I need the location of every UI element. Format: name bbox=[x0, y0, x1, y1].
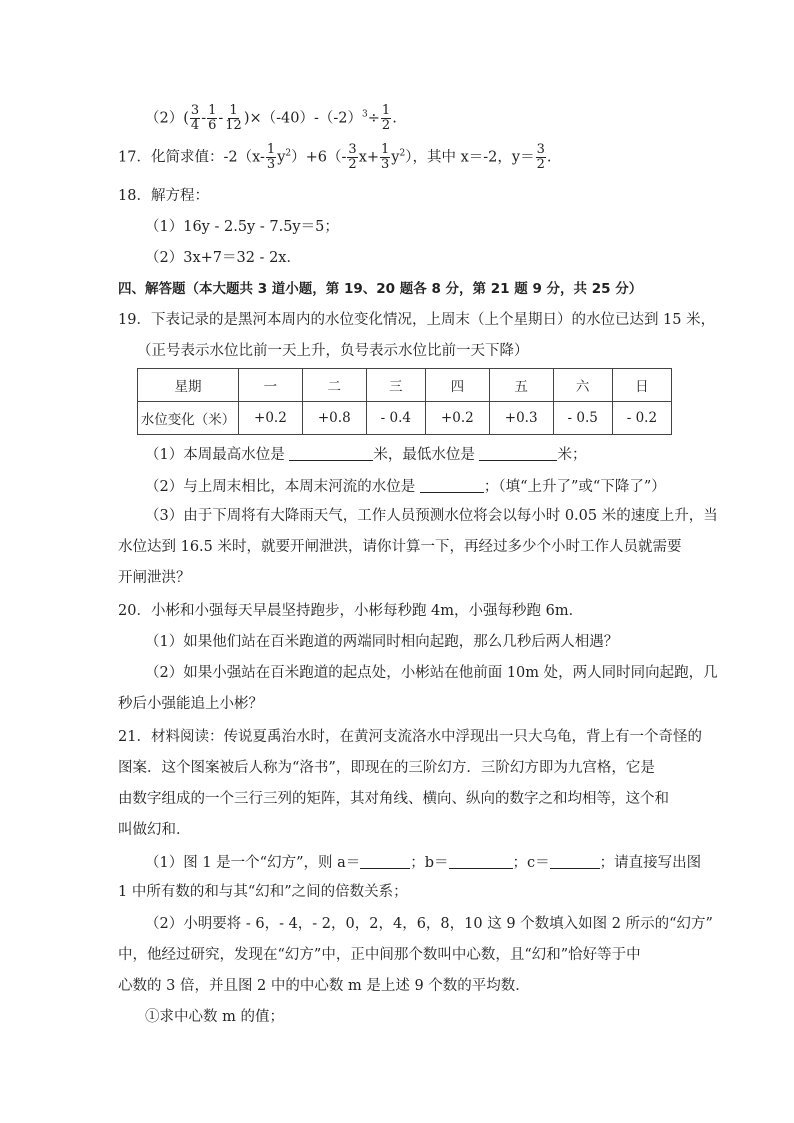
answer-blank[interactable] bbox=[420, 478, 484, 493]
q21-line-2: 图案．这个图案被后人称为“洛书”，即现在的三阶幻方．三阶幻方即为九宫格，它是 bbox=[118, 760, 655, 776]
table-cell: - 0.2 bbox=[612, 402, 671, 435]
q19-sub-1: （1）本周最高水位是 米，最低水位是 米； bbox=[145, 447, 587, 463]
table-cell: 五 bbox=[489, 369, 553, 402]
q16-part2-label: （2） bbox=[145, 110, 184, 127]
table-cell: +0.8 bbox=[302, 402, 366, 435]
table-cell: 日 bbox=[612, 369, 671, 402]
table-cell: - 0.4 bbox=[366, 402, 425, 435]
q19-sub-3c: 开闸泄洪？ bbox=[118, 570, 191, 586]
q19-sub-3b: 水位达到 16.5 米时，就要开闸泄洪，请你计算一下，再经过多少个小时工作人员就需要 bbox=[118, 539, 682, 555]
q19-line-1: 19．下表记录的是黑河本周内的水位变化情况，上周末（上个星期日）的水位已达到 15 米， bbox=[118, 312, 716, 328]
q21-sub-1: （1）图 1 是一个“幻方”，则 a＝ ；b＝ ；c＝ ；请直接写出图 bbox=[145, 855, 702, 871]
q21-sub-2b: 中，他经过研究，发现在“幻方”中，正中间那个数叫中心数，且“幻和”恰好等于中 bbox=[118, 947, 641, 963]
answer-blank[interactable] bbox=[449, 854, 513, 869]
q19-sub-2: （2）与上周末相比，本周末河流的水位是 ；（填“上升了”或“下降了”） bbox=[145, 479, 666, 495]
q16-part2: （2）( $\frac{3}{4}$ - $\frac{1}{6}$ - $\frac{1}{12}$ )$\times(-40)-(-2)^3\div$ $\frac{1}{2}$ . bbox=[145, 103, 397, 133]
q18-item-2: （2）3x+7＝32 - 2x． bbox=[145, 250, 301, 266]
answer-blank[interactable] bbox=[289, 446, 373, 461]
answer-blank[interactable] bbox=[479, 446, 557, 461]
q19-sub-3a: （3）由于下周将有大降雨天气，工作人员预测水位将会以每小时 0.05 米的速度上升，当 bbox=[145, 508, 718, 524]
q20-sub-2b: 秒后小强能追上小彬？ bbox=[118, 696, 263, 712]
table-header-row bbox=[138, 369, 672, 402]
water-level-table bbox=[137, 368, 672, 435]
table-cell: +0.3 bbox=[489, 402, 553, 435]
q21-line-1: 21．材料阅读：传说夏禹治水时，在黄河支流洛水中浮现出一只大乌龟，背上有一个奇怪的 bbox=[118, 729, 702, 745]
section-heading: 四、解答题（本大题共 3 道小题，第 19、20 题各 8 分，第 21 题 9 分，共 25 分） bbox=[118, 281, 643, 297]
table-cell: 星期 bbox=[138, 369, 239, 402]
circled-one: ① bbox=[145, 1009, 160, 1025]
q21-sub-2c: 心数的 3 倍，并且图 2 中的中心数 m 是上述 9 个数的平均数． bbox=[118, 978, 530, 994]
q20-sub-1: （1）如果他们站在百米跑道的两端同时相向起跑，那么几秒后两人相遇？ bbox=[145, 634, 619, 650]
table-cell: 四 bbox=[425, 369, 489, 402]
fraction-1-12: $\frac{1}{12}$ bbox=[225, 103, 242, 133]
fraction-3-2: $\frac{3}{2}$ bbox=[348, 142, 357, 172]
q18-item-1: （1）16y - 2.5y - 7.5y＝5； bbox=[145, 219, 339, 235]
q20-sub-2a: （2）如果小强站在百米跑道的起点处，小彬站在他前面 10m 处，两人同时同向起跑，几 bbox=[145, 665, 718, 681]
table-cell: - 0.5 bbox=[553, 402, 612, 435]
fraction-1-6: $\frac{1}{6}$ bbox=[208, 103, 217, 133]
fraction-1-2: $\frac{1}{2}$ bbox=[381, 103, 391, 133]
table-cell: 三 bbox=[366, 369, 425, 402]
q17: 17．化简求值：-2（x- $\frac{1}{3}$ $y^2)+6(-$ $\frac{3}{2}$ x+ $\frac{1}{3}$ $y^2$），其中 x＝-2，y＝ $\frac{3}{2}$ . bbox=[118, 142, 552, 172]
fraction-3-4: $\frac{3}{4}$ bbox=[190, 103, 200, 133]
answer-blank[interactable] bbox=[360, 854, 410, 869]
q19-line-2: （正号表示水位比前一天上升，负号表示水位比前一天下降） bbox=[137, 343, 529, 359]
table-row bbox=[138, 402, 672, 435]
q18-title: 18．解方程： bbox=[118, 188, 209, 204]
q21-line-3: 由数字组成的一个三行三列的矩阵，其对角线、横向、纵向的数字之和均相等，这个和 bbox=[118, 791, 669, 807]
table-cell: 六 bbox=[553, 369, 612, 402]
table-cell: +0.2 bbox=[239, 402, 303, 435]
answer-blank[interactable] bbox=[550, 854, 600, 869]
table-cell: 水位变化（米） bbox=[138, 402, 239, 435]
table-cell: +0.2 bbox=[425, 402, 489, 435]
table-cell: 一 bbox=[239, 369, 303, 402]
q21-sub-3: ①求中心数 m 的值； bbox=[145, 1009, 284, 1025]
fraction-1-3: $\frac{1}{3}$ bbox=[266, 142, 276, 172]
q21-line-4: 叫做幻和． bbox=[118, 822, 191, 838]
q21-sub-2a: （2）小明要将 - 6，- 4，- 2，0，2，4，6，8，10 这 9 个数填入如图 2 所示的“幻方” bbox=[145, 916, 713, 932]
table-cell: 二 bbox=[302, 369, 366, 402]
q21-sub-1b: 1 中所有数的和与其“幻和”之间的倍数关系； bbox=[118, 884, 408, 900]
fraction-1-3b: $\frac{1}{3}$ bbox=[381, 142, 390, 172]
fraction-3-2b: $\frac{3}{2}$ bbox=[536, 142, 545, 172]
q20-line-1: 20．小彬和小强每天早晨坚持跑步，小彬每秒跑 4m，小强每秒跑 6m． bbox=[118, 603, 584, 619]
